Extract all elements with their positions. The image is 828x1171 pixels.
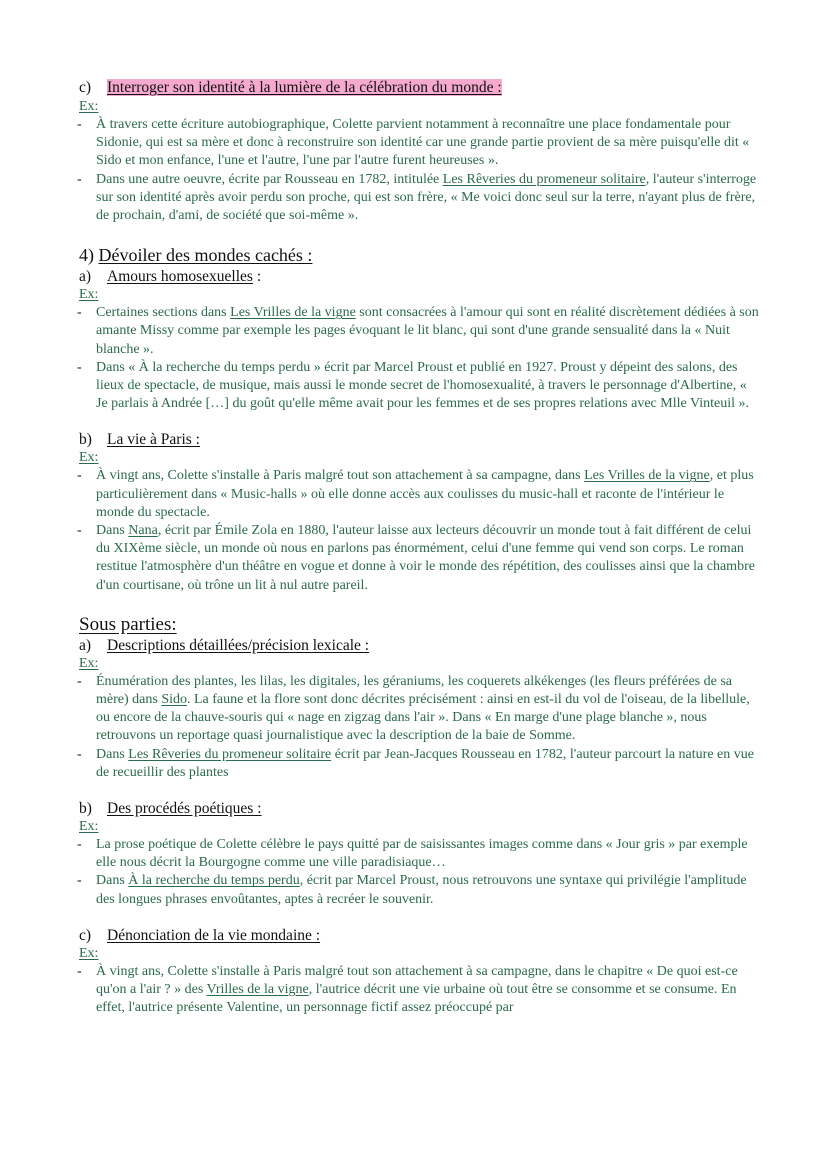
- book-title-link: À la recherche du temps perdu: [128, 873, 300, 889]
- subsection-heading-b: b) La vie à Paris :: [79, 431, 200, 449]
- book-title-link: Vrilles de la vigne: [206, 982, 309, 998]
- list-item: - Énumération des plantes, les lilas, les digitales, les géraniums, les coquerets alkékenges (les fleurs préférées de sa mère) dans Sido. La faune et la flore sont donc décrites précisément : ainsi en est-il du vol de l'oiseau, de la libellule, ou encore de la chauve-souris qui « nage en zigzag dans l'air ». Dans « En marge d'une plage blanche », nous retrouvons un reportage quasi journalistique avec la description de la baie de Somme.: [77, 673, 750, 744]
- book-title-link: Sido: [161, 692, 187, 708]
- list-item: - À vingt ans, Colette s'installe à Paris malgré tout son attachement à sa campagne, dans le chapitre « De quoi est-ce qu'on a l'air ? » des Vrilles de la vigne, l'autrice décrit une vie urbaine où tout être se consomme et se consume. En effet, l'autrice présente Valentine, un personnage fictif assez préoccupé par: [77, 963, 738, 1016]
- example-label: Ex:: [79, 287, 99, 303]
- example-label: Ex:: [79, 655, 99, 671]
- list-item: - Dans une autre oeuvre, écrite par Rousseau en 1782, intitulée Les Rêveries du promeneur solitaire, l'auteur s'interroge sur son identité après avoir perdu son proche, qui est son frère, « Me voici donc seul sur la terre, n'ayant plus de frère, de prochain, d'ami, de société que soi-même ».: [77, 171, 757, 224]
- list-item: - Dans Les Rêveries du promeneur solitaire écrit par Jean-Jacques Rousseau en 1782, l'auteur parcourt la nature en vue de recueillir des plantes: [77, 746, 754, 780]
- list-item: - Dans À la recherche du temps perdu, écrit par Marcel Proust, nous retrouvons une syntaxe qui privilégie l'amplitude des longues phrases envoûtantes, aptes à recréer le souvenir.: [77, 873, 747, 907]
- example-label: Ex:: [79, 819, 99, 835]
- list-item: - À travers cette écriture autobiographique, Colette parvient notamment à reconnaître une place fondamentale pour Sidonie, qui est sa mère et donc à reconstruire son identité car une grande partie provient de sa mère puisqu'elle dit « Sido et mon enfance, l'une et l'autre, l'une par l'autre furent heureuses ».: [77, 117, 750, 169]
- highlighted-title: Interroger son identité à la lumière de la célébration du monde :: [107, 79, 502, 96]
- subsection-heading-a: a) Descriptions détaillées/précision lexicale :: [79, 636, 370, 654]
- list-item: - Dans « À la recherche du temps perdu » écrit par Marcel Proust et publié en 1927. Proust y dépeint des salons, des lieux de spectacle, de musique, mais aussi le monde secret de l'homosexualité, à travers le personnage d'Albertine, « Je parlais à Andrée […] du goût qu'elle même avait pour les femmes et de ses propres relations avec Mlle Vinteuil ».: [77, 359, 750, 412]
- subsection-heading-a: a) Amours homosexuelles :: [79, 268, 262, 286]
- subsection-heading-c: c) Interroger son identité à la lumière de la célébration du monde :: [79, 79, 502, 96]
- book-title-link: Nana: [128, 523, 158, 539]
- list-item: - Certaines sections dans Les Vrilles de la vigne sont consacrées à l'amour qui sont en réalité discrètement dédiées à son amante Missy comme par exemple les pages évoquant le lit blanc, qui sont d'une grande sensualité dans la « Nuit blanche ».: [77, 305, 759, 357]
- list-item: - À vingt ans, Colette s'installe à Paris malgré tout son attachement à sa campagne, dans Les Vrilles de la vigne, et plus particulièrement dans « Music-halls » où elle donne accès aux coulisses du music-hall et raconte de l'intérieur le monde du spectacle.: [77, 468, 754, 520]
- book-title-link: Les Vrilles de la vigne: [230, 305, 356, 321]
- example-label: Ex:: [79, 99, 99, 114]
- example-label: Ex:: [79, 945, 99, 961]
- sous-parties-heading: Sous parties:: [79, 613, 177, 635]
- list-item: - La prose poétique de Colette célèbre le pays quitté par de saisissantes images comme dans « Jour gris » par exemple elle nous décrit la Bourgogne comme une ville paradisiaque…: [77, 837, 748, 871]
- book-title-link: Les Vrilles de la vigne: [584, 468, 710, 484]
- subsection-heading-b: b) Des procédés poétiques :: [79, 800, 262, 818]
- document-page: [79, 78, 759, 1018]
- subsection-heading-c: c) Dénonciation de la vie mondaine :: [79, 926, 321, 944]
- list-item: - Dans Nana, écrit par Émile Zola en 1880, l'auteur laisse aux lecteurs découvrir un monde tout à fait différent de celui du XIXème siècle, un monde où nous en parlons pas énormément, celui d'une femme qui vend son corps. Le roman restitue l'atmosphère d'un théâtre en vogue et donne à voir le monde des répétition, des coulisses ainsi que la chambre d'un courtisane, où trône un lit à nul autre pareil.: [77, 523, 755, 593]
- example-label: Ex:: [79, 450, 99, 466]
- book-title-link: Les Rêveries du promeneur solitaire: [442, 171, 646, 187]
- section-heading-4: 4) Dévoiler des mondes cachés :: [79, 245, 313, 266]
- book-title-link: Les Rêveries du promeneur solitaire: [128, 746, 332, 762]
